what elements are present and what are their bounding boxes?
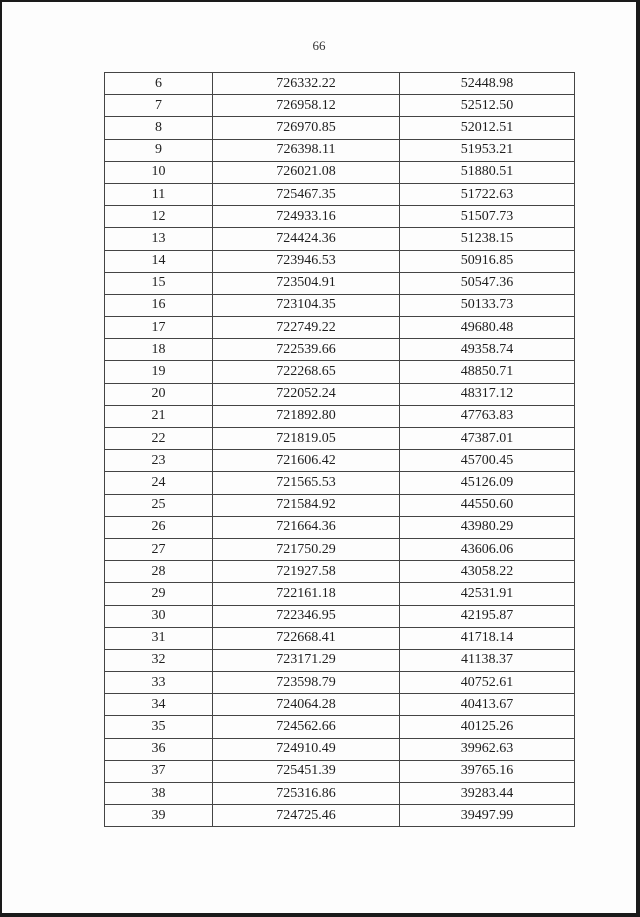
y-coordinate-cell: 45126.09	[400, 472, 575, 494]
table-row	[105, 139, 575, 161]
y-coordinate-cell: 48850.71	[400, 361, 575, 383]
table-row	[105, 250, 575, 272]
point-number-cell: 7	[105, 95, 213, 117]
point-number-cell: 36	[105, 738, 213, 760]
y-coordinate-cell: 39765.16	[400, 760, 575, 782]
y-coordinate-cell: 43058.22	[400, 561, 575, 583]
point-number-cell: 24	[105, 472, 213, 494]
table-row	[105, 538, 575, 560]
table-row	[105, 760, 575, 782]
table-row	[105, 716, 575, 738]
y-coordinate-cell: 51953.21	[400, 139, 575, 161]
table-row	[105, 361, 575, 383]
y-coordinate-cell: 50133.73	[400, 294, 575, 316]
x-coordinate-cell: 723504.91	[213, 272, 400, 294]
y-coordinate-cell: 50916.85	[400, 250, 575, 272]
document-page	[2, 2, 636, 913]
table-row	[105, 117, 575, 139]
table-row	[105, 672, 575, 694]
y-coordinate-cell: 52448.98	[400, 73, 575, 95]
table-row	[105, 317, 575, 339]
table-row	[105, 472, 575, 494]
point-number-cell: 39	[105, 805, 213, 827]
table-row	[105, 805, 575, 827]
point-number-cell: 15	[105, 272, 213, 294]
table-row	[105, 694, 575, 716]
x-coordinate-cell: 722161.18	[213, 583, 400, 605]
point-number-cell: 31	[105, 627, 213, 649]
y-coordinate-cell: 40413.67	[400, 694, 575, 716]
point-number-cell: 34	[105, 694, 213, 716]
y-coordinate-cell: 52512.50	[400, 95, 575, 117]
table-row	[105, 73, 575, 95]
y-coordinate-cell: 44550.60	[400, 494, 575, 516]
table-row	[105, 494, 575, 516]
x-coordinate-cell: 721565.53	[213, 472, 400, 494]
y-coordinate-cell: 39497.99	[400, 805, 575, 827]
y-coordinate-cell: 42195.87	[400, 605, 575, 627]
y-coordinate-cell: 43606.06	[400, 538, 575, 560]
y-coordinate-cell: 51880.51	[400, 161, 575, 183]
point-number-cell: 8	[105, 117, 213, 139]
x-coordinate-cell: 721584.92	[213, 494, 400, 516]
x-coordinate-cell: 726970.85	[213, 117, 400, 139]
point-number-cell: 21	[105, 405, 213, 427]
table-row	[105, 605, 575, 627]
coordinate-table	[104, 72, 575, 827]
point-number-cell: 32	[105, 649, 213, 671]
point-number-cell: 6	[105, 73, 213, 95]
x-coordinate-cell: 726332.22	[213, 73, 400, 95]
x-coordinate-cell: 721819.05	[213, 428, 400, 450]
point-number-cell: 16	[105, 294, 213, 316]
point-number-cell: 19	[105, 361, 213, 383]
y-coordinate-cell: 51722.63	[400, 183, 575, 205]
x-coordinate-cell: 722268.65	[213, 361, 400, 383]
x-coordinate-cell: 725451.39	[213, 760, 400, 782]
x-coordinate-cell: 722668.41	[213, 627, 400, 649]
point-number-cell: 20	[105, 383, 213, 405]
point-number-cell: 25	[105, 494, 213, 516]
point-number-cell: 38	[105, 783, 213, 805]
x-coordinate-cell: 724933.16	[213, 206, 400, 228]
point-number-cell: 27	[105, 538, 213, 560]
table-row	[105, 383, 575, 405]
y-coordinate-cell: 47387.01	[400, 428, 575, 450]
y-coordinate-cell: 47763.83	[400, 405, 575, 427]
x-coordinate-cell: 725316.86	[213, 783, 400, 805]
x-coordinate-cell: 724562.66	[213, 716, 400, 738]
table-row	[105, 583, 575, 605]
point-number-cell: 29	[105, 583, 213, 605]
point-number-cell: 28	[105, 561, 213, 583]
y-coordinate-cell: 45700.45	[400, 450, 575, 472]
y-coordinate-cell: 51238.15	[400, 228, 575, 250]
x-coordinate-cell: 721892.80	[213, 405, 400, 427]
y-coordinate-cell: 43980.29	[400, 516, 575, 538]
table-row	[105, 516, 575, 538]
x-coordinate-cell: 723104.35	[213, 294, 400, 316]
y-coordinate-cell: 41718.14	[400, 627, 575, 649]
y-coordinate-cell: 40125.26	[400, 716, 575, 738]
y-coordinate-cell: 52012.51	[400, 117, 575, 139]
page-number: 66	[312, 38, 326, 53]
point-number-cell: 22	[105, 428, 213, 450]
x-coordinate-cell: 726958.12	[213, 95, 400, 117]
y-coordinate-cell: 50547.36	[400, 272, 575, 294]
x-coordinate-cell: 722346.95	[213, 605, 400, 627]
x-coordinate-cell: 721664.36	[213, 516, 400, 538]
x-coordinate-cell: 723598.79	[213, 672, 400, 694]
table-row	[105, 627, 575, 649]
point-number-cell: 10	[105, 161, 213, 183]
y-coordinate-cell: 39962.63	[400, 738, 575, 760]
point-number-cell: 37	[105, 760, 213, 782]
y-coordinate-cell: 48317.12	[400, 383, 575, 405]
x-coordinate-cell: 725467.35	[213, 183, 400, 205]
x-coordinate-cell: 723171.29	[213, 649, 400, 671]
x-coordinate-cell: 724910.49	[213, 738, 400, 760]
point-number-cell: 11	[105, 183, 213, 205]
y-coordinate-cell: 49358.74	[400, 339, 575, 361]
table-row	[105, 738, 575, 760]
x-coordinate-cell: 724424.36	[213, 228, 400, 250]
x-coordinate-cell: 722749.22	[213, 317, 400, 339]
table-row	[105, 649, 575, 671]
y-coordinate-cell: 42531.91	[400, 583, 575, 605]
x-coordinate-cell: 723946.53	[213, 250, 400, 272]
point-number-cell: 17	[105, 317, 213, 339]
point-number-cell: 35	[105, 716, 213, 738]
table-row	[105, 561, 575, 583]
table-row	[105, 206, 575, 228]
table-row	[105, 95, 575, 117]
table-row	[105, 339, 575, 361]
point-number-cell: 18	[105, 339, 213, 361]
y-coordinate-cell: 49680.48	[400, 317, 575, 339]
x-coordinate-cell: 721927.58	[213, 561, 400, 583]
point-number-cell: 12	[105, 206, 213, 228]
point-number-cell: 33	[105, 672, 213, 694]
table-row	[105, 783, 575, 805]
y-coordinate-cell: 51507.73	[400, 206, 575, 228]
table-row	[105, 294, 575, 316]
table-row	[105, 228, 575, 250]
point-number-cell: 30	[105, 605, 213, 627]
x-coordinate-cell: 726021.08	[213, 161, 400, 183]
x-coordinate-cell: 721750.29	[213, 538, 400, 560]
point-number-cell: 26	[105, 516, 213, 538]
point-number-cell: 13	[105, 228, 213, 250]
point-number-cell: 23	[105, 450, 213, 472]
coordinate-table-body	[105, 73, 575, 827]
x-coordinate-cell: 724725.46	[213, 805, 400, 827]
table-row	[105, 428, 575, 450]
table-row	[105, 272, 575, 294]
x-coordinate-cell: 724064.28	[213, 694, 400, 716]
x-coordinate-cell: 722539.66	[213, 339, 400, 361]
y-coordinate-cell: 40752.61	[400, 672, 575, 694]
x-coordinate-cell: 721606.42	[213, 450, 400, 472]
table-row	[105, 161, 575, 183]
y-coordinate-cell: 39283.44	[400, 783, 575, 805]
table-row	[105, 405, 575, 427]
point-number-cell: 9	[105, 139, 213, 161]
y-coordinate-cell: 41138.37	[400, 649, 575, 671]
point-number-cell: 14	[105, 250, 213, 272]
table-row	[105, 183, 575, 205]
x-coordinate-cell: 726398.11	[213, 139, 400, 161]
table-row	[105, 450, 575, 472]
x-coordinate-cell: 722052.24	[213, 383, 400, 405]
